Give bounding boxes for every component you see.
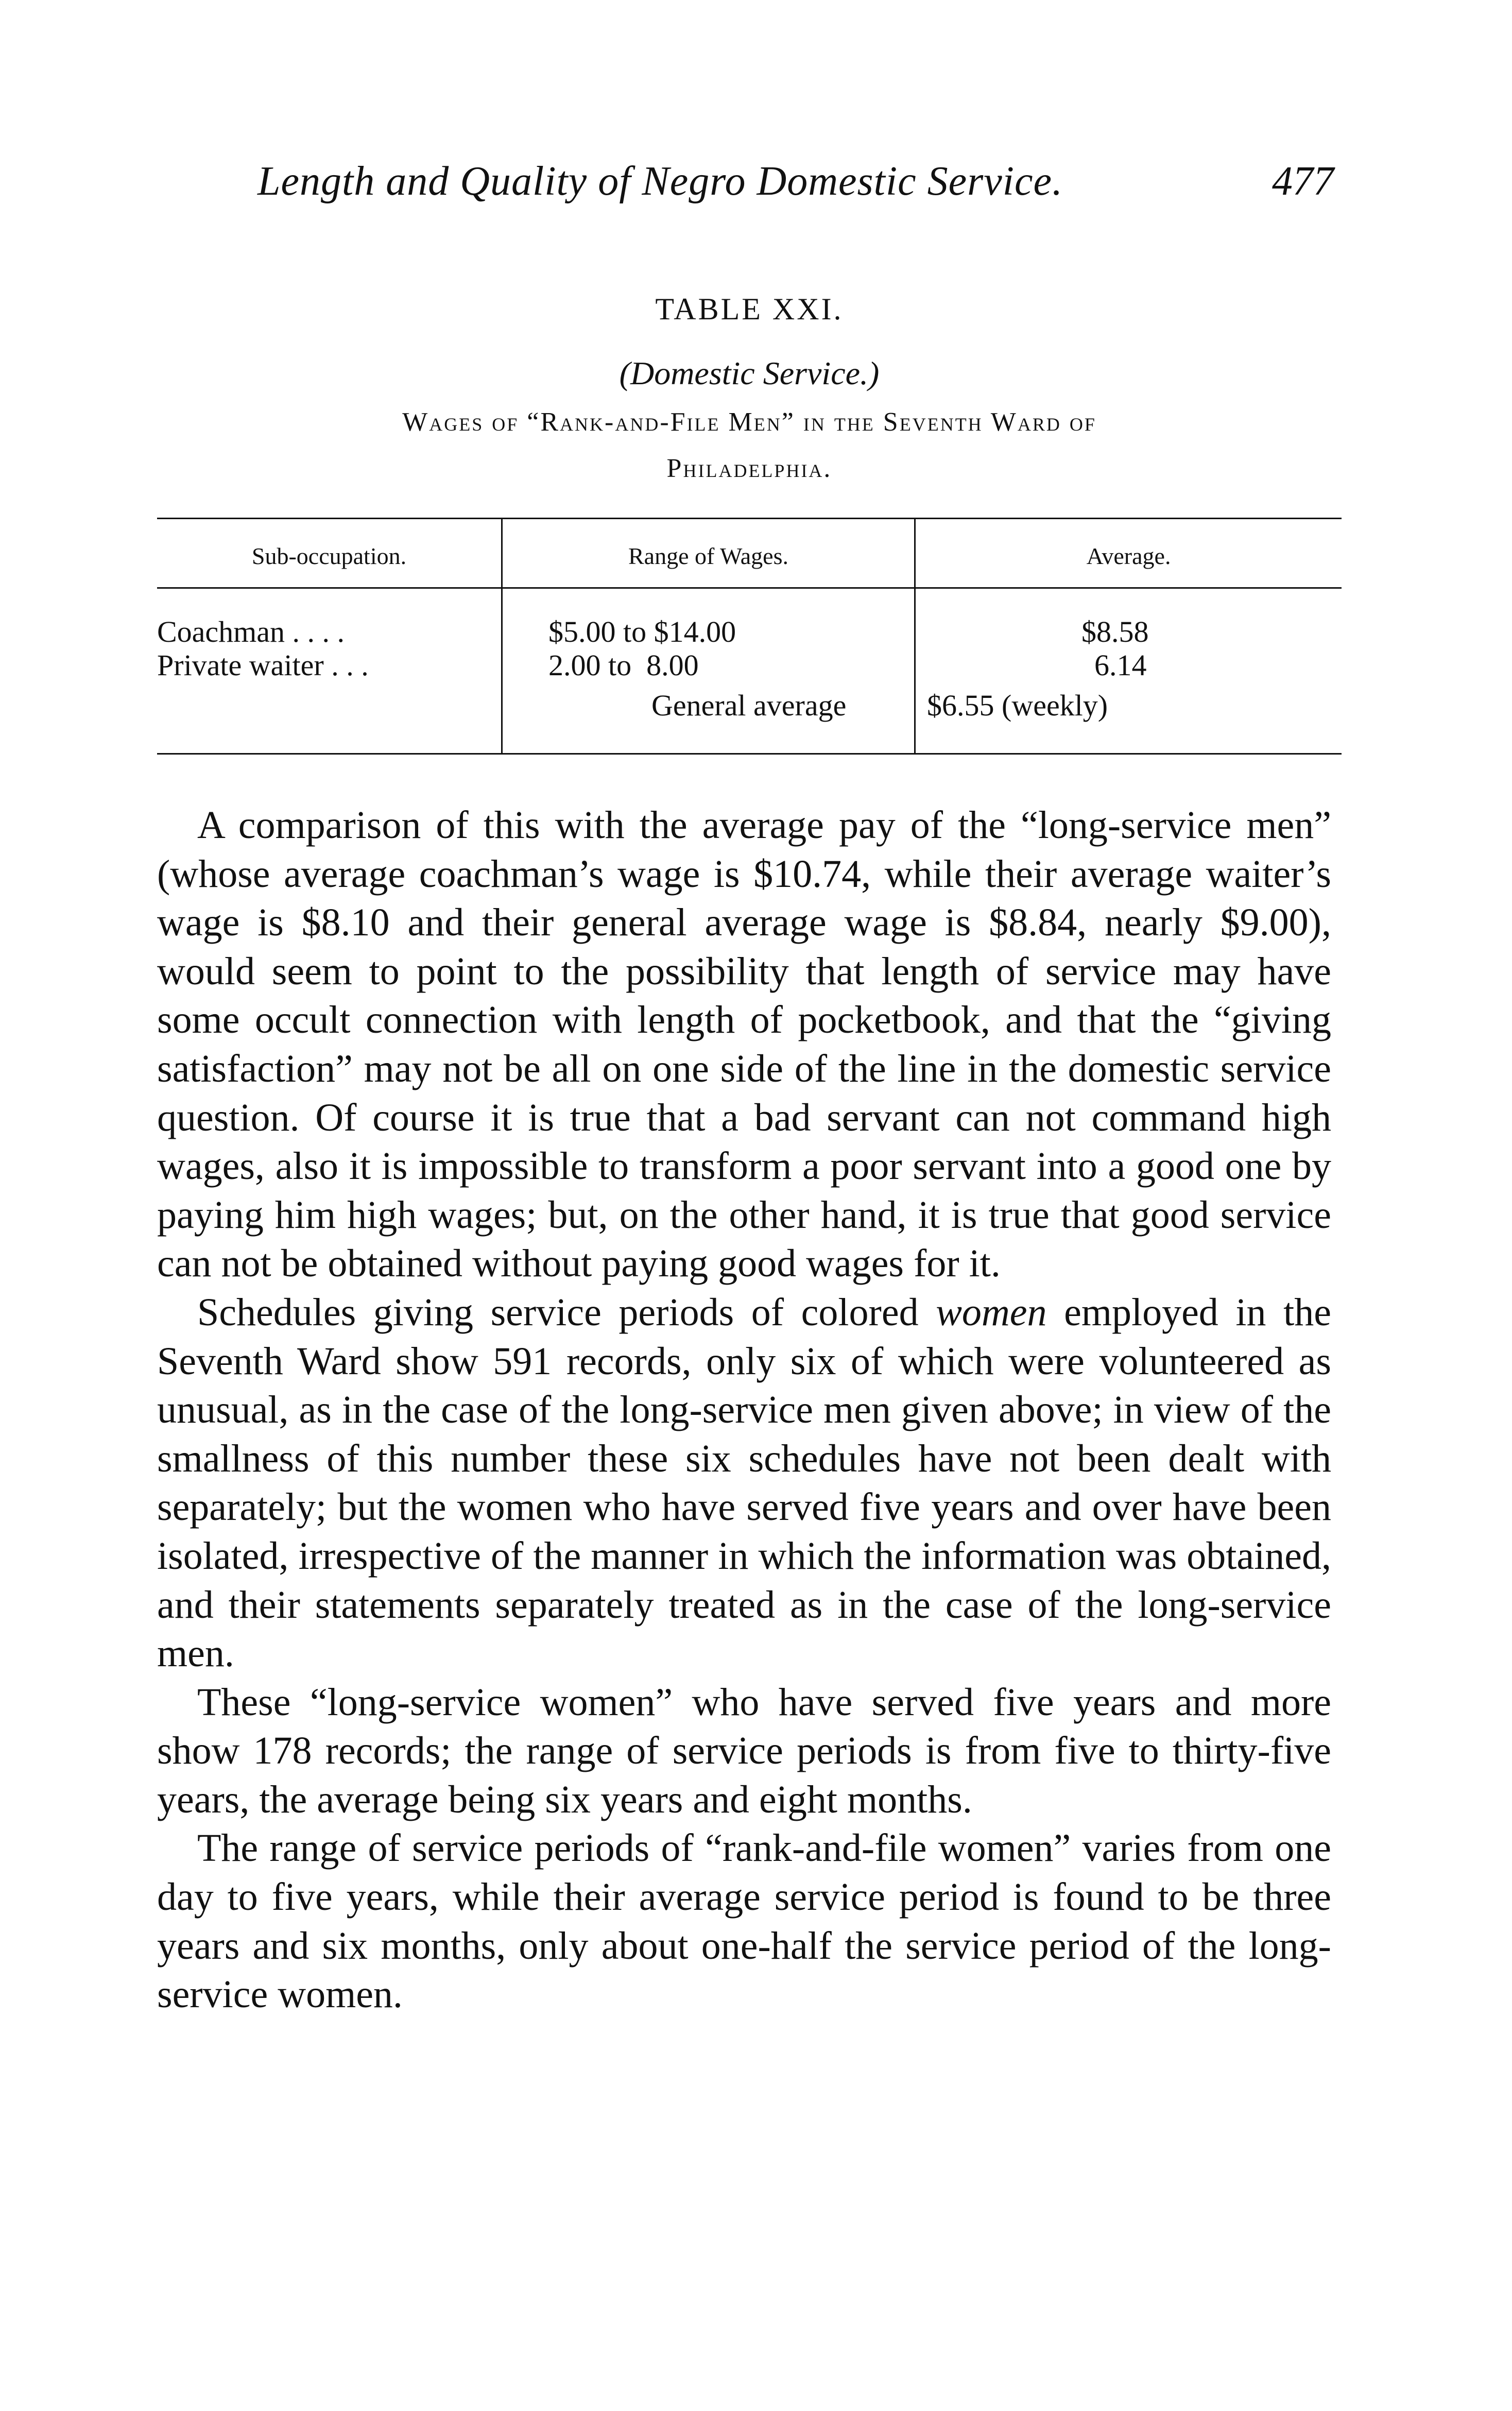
table-label: TABLE XXI.: [655, 292, 844, 326]
paragraph-text: Schedules giving service periods of colored: [197, 1290, 936, 1334]
paragraph: [157, 1824, 1331, 2019]
body-text: [157, 801, 1331, 2019]
book-page: [157, 0, 1342, 2411]
paragraph-text: The range of service periods of “rank-and-file women” varies from one day to five years, while their average service period is found to be three years and six months, only about one-half the service period of the long-service women.: [157, 1826, 1331, 2016]
wage-range-cell: $5.00 to $14.00: [548, 615, 736, 648]
general-average-label: General average: [651, 689, 847, 722]
average-cell: $8.58: [1081, 615, 1149, 648]
table-top-rule: [157, 518, 1342, 519]
emphasized-word: women: [936, 1290, 1047, 1334]
general-average-value: $6.55 (weekly): [927, 689, 1108, 722]
paragraph: [157, 801, 1331, 1288]
running-head: [257, 150, 1334, 212]
occupation-cell: Private waiter . . .: [157, 648, 369, 682]
running-title: Length and Quality of Negro Domestic Service.: [257, 159, 1063, 204]
table-caption-line-2: Philadelphia.: [666, 454, 832, 483]
average-cell: 6.14: [1094, 648, 1147, 682]
paragraph-text: These “long-service women” who have served five years and more show 178 records; the range of service periods is from five to thirty-five years, the average being six years and eight months.: [157, 1680, 1331, 1821]
paragraph-text: employed in the Seventh Ward show 591 records, only six of which were volunteered as unusual, as in the case of the long-service men given above; in view of the smallness of this number these six schedules have not been dealt with separately; but the women who have served five years and over have been isolated, irrespective of the manner in which the information was obtained, and their statements separately treated as in the case of the long-service men.: [157, 1290, 1331, 1675]
paragraph-text: A comparison of this with the average pay of the “long-service men” (whose average coachman’s wage is $10.74, while their average waiter’s wage is $8.10 and their general average wage is $8.84, nearly $9.00), would seem to point to the possibility that length of service may have some occult connection with length of pocketbook, and that the “giving satisfaction” may not be all on one side of the line in the domestic service question. Of course it is true that a bad servant can not command high wages, also it is impossible to transform a poor servant into a good one by paying him high wages; but, on the other hand, it is true that good service can not be obtained without paying good wages for it.: [157, 803, 1331, 1286]
table-header-rule: [157, 587, 1342, 589]
column-header-average: Average.: [1086, 543, 1171, 569]
occupation-cell: Coachman . . . .: [157, 615, 345, 648]
table-subtitle: (Domestic Service.): [619, 355, 880, 391]
wage-range-cell: 2.00 to 8.00: [548, 648, 699, 682]
page-number: 477: [1272, 159, 1334, 204]
column-header-sub-occupation: Sub-occupation.: [251, 543, 407, 569]
column-header-range-of-wages: Range of Wages.: [628, 543, 788, 569]
paragraph: [157, 1678, 1331, 1824]
table-caption-line-1: Wages of “Rank-and-File Men” in the Seventh Ward of: [402, 407, 1096, 437]
paragraph: [157, 1288, 1331, 1678]
table-bottom-rule: [157, 753, 1342, 755]
table-caption: [157, 399, 1342, 492]
